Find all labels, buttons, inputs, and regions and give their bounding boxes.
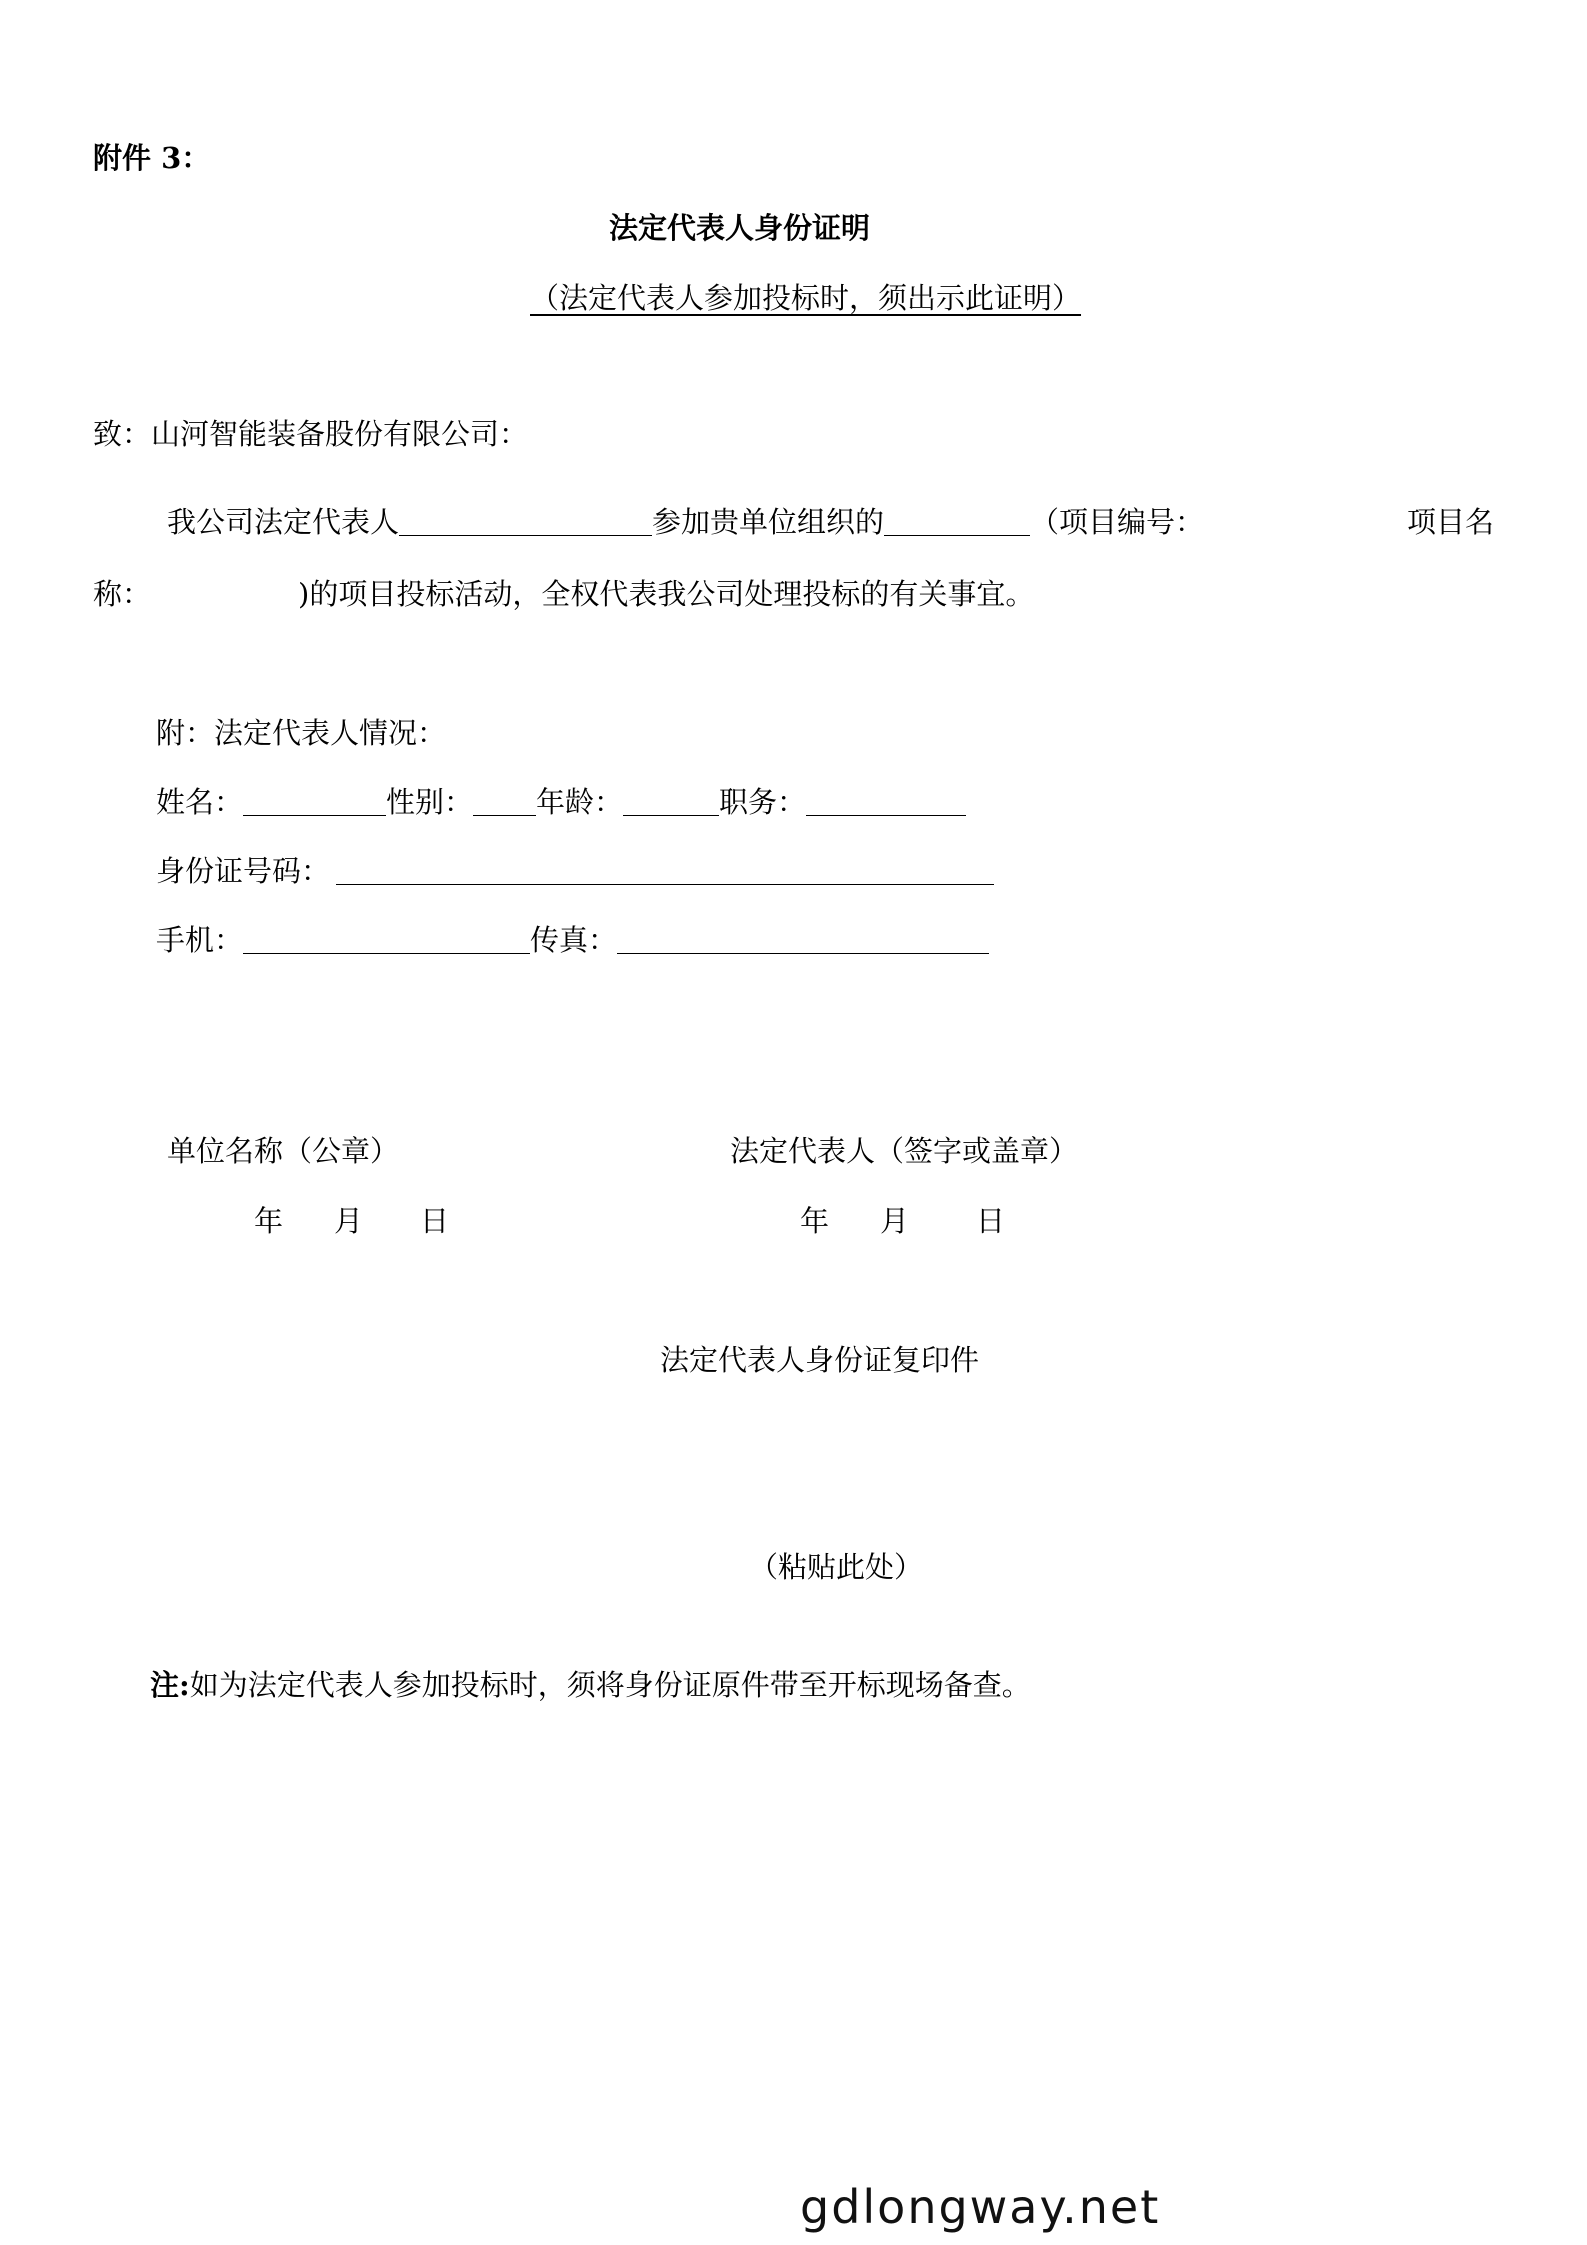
gender-field[interactable] <box>473 787 536 816</box>
company-date-month: 月 <box>334 1204 364 1238</box>
age-field[interactable] <box>623 787 719 816</box>
phone-field[interactable] <box>243 925 530 954</box>
body-line-2: )的项目投标活动，全权代表我公司处理投标的有关事宜。 <box>298 577 1035 611</box>
organizer-blank[interactable] <box>884 507 1030 536</box>
name-field[interactable] <box>243 787 386 816</box>
body-text-rep: 我公司法定代表人 <box>167 505 400 539</box>
note-label: 注: <box>150 1668 190 1702</box>
info-row-id <box>156 853 994 889</box>
document-title: 法定代表人身份证明 <box>609 211 871 245</box>
body-line-1 <box>167 504 1204 540</box>
phone-label: 手机： <box>156 923 244 957</box>
body-text-project-no: （项目编号： <box>1030 505 1205 539</box>
info-row-basic <box>156 784 966 820</box>
rep-date <box>800 1203 1005 1239</box>
attachment-label: 附件 3： <box>93 141 211 175</box>
info-heading: 附：法定代表人情况： <box>156 716 447 750</box>
company-date-year: 年 <box>254 1204 284 1238</box>
rep-date-day: 日 <box>976 1204 1006 1238</box>
note <box>150 1667 1031 1703</box>
fax-label: 传真： <box>530 923 618 957</box>
id-label: 身份证号码： <box>156 854 331 888</box>
rep-signature-label: 法定代表人（签字或盖章） <box>730 1134 1079 1168</box>
id-copy-title: 法定代表人身份证复印件 <box>660 1343 980 1377</box>
addressee: 致：山河智能装备股份有限公司： <box>93 417 529 451</box>
company-date-day: 日 <box>420 1204 450 1238</box>
fax-field[interactable] <box>617 925 989 954</box>
company-seal-label: 单位名称（公章） <box>167 1134 400 1168</box>
body-text-name-suffix: 称： <box>93 577 152 611</box>
company-date <box>254 1203 449 1239</box>
rep-date-year: 年 <box>800 1204 830 1238</box>
rep-name-blank[interactable] <box>399 507 652 536</box>
note-text: 如为法定代表人参加投标时，须将身份证原件带至开标现场备查。 <box>189 1668 1031 1702</box>
id-number-field[interactable] <box>336 856 994 885</box>
body-text-project-name: 项目名 <box>1407 505 1495 539</box>
paste-here-label: （粘贴此处） <box>749 1550 924 1584</box>
name-label: 姓名： <box>156 785 244 819</box>
rep-date-month: 月 <box>880 1204 910 1238</box>
info-row-contact <box>156 922 989 958</box>
age-label: 年龄： <box>536 785 624 819</box>
position-label: 职务： <box>719 785 807 819</box>
watermark: gdlongway.net <box>800 2180 1161 2234</box>
position-field[interactable] <box>806 787 966 816</box>
body-text-participate: 参加贵单位组织的 <box>652 505 885 539</box>
document-subtitle: （法定代表人参加投标时，须出示此证明） <box>530 281 1082 315</box>
gender-label: 性别： <box>386 785 474 819</box>
